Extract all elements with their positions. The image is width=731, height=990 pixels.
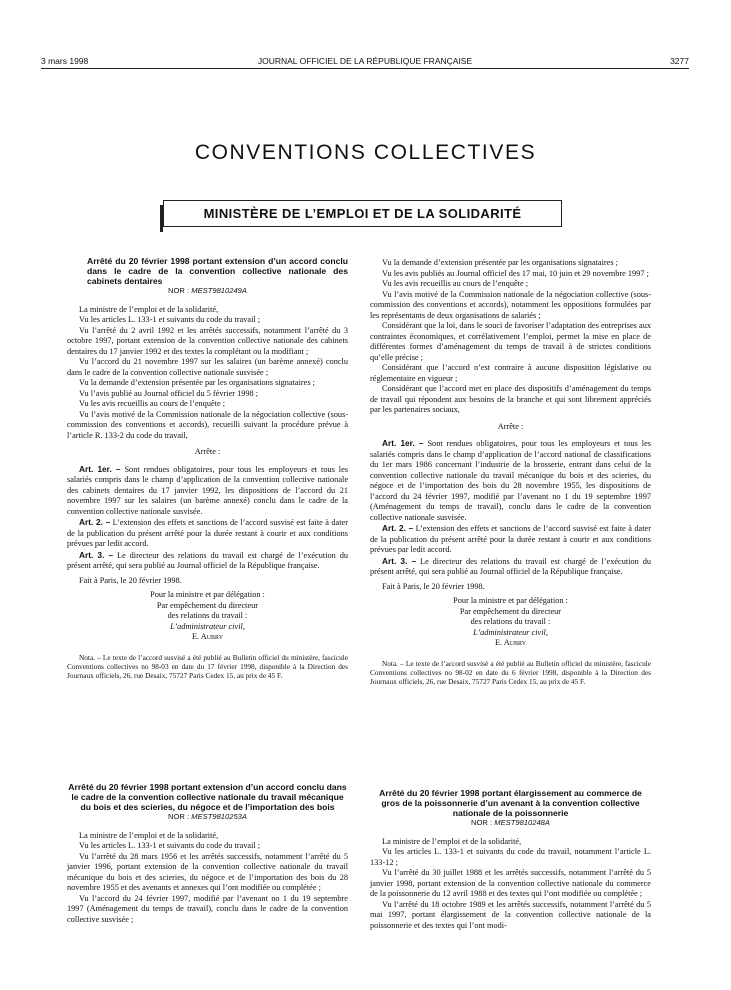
paragraph: Vu la demande d’extension présentée par les organisations signataires ;	[382, 258, 618, 267]
fait-a-paris: Fait à Paris, le 20 février 1998.	[79, 575, 182, 585]
paragraph: Vu l’arrêté du 30 juillet 1988 et les arrêtés successifs, notamment l’arrêté du 5 janvier 1998, portant extension de la convention collective nationale du commerce de la poissonnerie du 12 avril 1988 et des textes qui l’ont modifiée ou complétée ;	[370, 868, 651, 898]
signature-line: Par empêchement du directeur	[156, 600, 259, 610]
article-2: Art. 2. – L’extension des effets et sanctions de l’accord susvisé est faite à dater de la publication du présent arrêté pour la durée restant à courir et aux conditions prévues par ledit accord.	[67, 517, 348, 548]
article-1: Art. 1er. – Sont rendues obligatoires, pour tous les employeurs et tous les salariés compris dans le champ d’application de l’accord national de classifications du 1er mars 1986 concernant l’industrie de la brosserie, entrant dans celui de la convention collective nationale du travail mécanique du bois et des scieries, du négoce et de l’importation des bois du 28 novembre 1955, les dispositions de l’accord du 24 février 1997, modifié par l’avenant no 1 du 19 septembre 1997 (Aménagement du temps de travail), conclu dans le cadre de la convention collective nationale susvisée.	[370, 438, 651, 522]
header-page-number: 3277	[670, 56, 689, 66]
signature-name: E. Aubry	[191, 632, 224, 641]
paragraph: Vu l’accord du 24 février 1997, modifié par l’avenant no 1 du 19 septembre 1997 (Aménagement du temps de travail), conclu dans le cadre de la convention collective susvisée ;	[67, 893, 348, 924]
left-column-bottom	[67, 782, 348, 925]
paragraph: Considérant que la loi, dans le souci de favoriser l’adaptation des entreprises aux contraintes économiques, et corrélativement l’emploi, permet la mise en place de différentes formes d’aménagement du temps de travail à de strictes conditions qu’elle précise ;	[370, 321, 651, 362]
nota: Nota. – Le texte de l’accord susvisé a été publié au Bulletin officiel du ministère, fascicule Conventions collectives no 98-03 en date du 17 février 1998, disponible à la Direction des Journaux officiels, 26, rue Desaix, 75727 Paris Cedex 15, au prix de 45 F.	[67, 652, 348, 680]
fait-a-paris: Fait à Paris, le 20 février 1998.	[382, 581, 485, 591]
header-journal: JOURNAL OFFICIEL DE LA RÉPUBLIQUE FRANÇAISE	[257, 56, 473, 66]
ministry-heading: MINISTÈRE DE L’EMPLOI ET DE LA SOLIDARITÉ	[163, 200, 562, 227]
article-1: Art. 1er. – Sont rendues obligatoires, pour tous les employeurs et tous les salariés compris dans le champ d’application de la convention collective nationale des cabinets dentaires du 17 janvier 1992, les dispositions de l’accord du 21 novembre 1997 sur les salaires (un barème annexé) conclu dans le cadre de la convention collective nationale susvisée.	[67, 463, 348, 516]
paragraph: Considérant que l’accord n’est contraire à aucune disposition législative ou réglementaire en vigueur ;	[370, 363, 651, 383]
paragraph: Vu les articles L. 133-1 et suivants du code du travail ;	[79, 315, 261, 324]
header-date: 3 mars 1998	[41, 56, 89, 66]
signature-name: E. Aubry	[494, 638, 527, 647]
paragraph: La ministre de l’emploi et de la solidarité,	[79, 304, 219, 314]
paragraph: La ministre de l’emploi et de la solidarité,	[382, 836, 522, 846]
signature-line: Par empêchement du directeur	[459, 606, 562, 616]
paragraph: Vu l’avis publié au Journal officiel du 5 février 1998 ;	[79, 388, 259, 398]
left-column	[67, 256, 348, 680]
nor-reference: NOR : MEST9810248A	[471, 818, 550, 827]
signature-line: des relations du travail :	[470, 617, 551, 626]
arrete-label: Arrête :	[497, 421, 524, 431]
signature-title: L’administrateur civil,	[170, 621, 245, 631]
paragraph: Vu la demande d’extension présentée par les organisations signataires ;	[79, 378, 315, 387]
signature-line: des relations du travail :	[167, 611, 248, 620]
arrete-label: Arrête :	[194, 447, 221, 456]
paragraph: Vu l’accord du 21 novembre 1997 sur les salaires (un barème annexé) conclu dans le cadre de la convention collective nationale susvisée ;	[67, 357, 348, 377]
signature-title: L’administrateur civil,	[473, 627, 548, 637]
article-3: Art. 3. – Le directeur des relations du travail est chargé de l’exécution du présent arrêté, qui sera publié au Journal officiel de la République française.	[67, 549, 348, 570]
arrete-title-dentaires: Arrêté du 20 février 1998 portant extension d’un accord conclu dans le cadre de la convention collective nationale des cabinets dentaires	[87, 256, 348, 286]
nor-reference: NOR : MEST9810253A	[168, 812, 247, 821]
paragraph: Vu l’arrêté du 28 mars 1956 et les arrêtés successifs, notamment l’arrêté du 5 janvier 1996, portant extension de la convention collective nationale du travail mécanique du bois et des scieries, du négoce et de l’importation des bois du 28 novembre 1955 et des avenants et annexes qui l’ont modifiée ou complétée ;	[67, 851, 348, 892]
paragraph: Considérant que l’accord met en place des dispositifs d’aménagement du temps de travail qui répondent aux besoins de la branche et qui sont librement appréciés par les partenaires sociaux,	[370, 384, 651, 414]
paragraph: Vu les avis recueillis au cours de l’enquête ;	[79, 399, 226, 408]
paragraph: Vu l’arrêté du 2 avril 1992 et les arrêtés successifs, notamment l’arrêté du 3 octobre 1997, portant extension de la convention collective nationale des cabinets dentaires du 17 janvier 1992 et des textes la complétant ou la modifiant ;	[67, 325, 348, 356]
paragraph: Vu l’avis motivé de la Commission nationale de la négociation collective (sous-commission des conventions et accords), recueilli suivant la procédure prévue à l’article R. 133-2 du code du travail,	[67, 409, 348, 440]
nota: Nota. – Le texte de l’accord susvisé a été publié au Bulletin officiel du ministère, fascicule Conventions collectives no 98-02 en date du 6 février 1998, disponible à la Direction des Journaux officiels, 26, rue Desaix, 75727 Paris Cedex 15, au prix de 45 F.	[370, 658, 651, 686]
paragraph: Vu l’arrêté du 18 octobre 1989 et les arrêtés successifs, notamment l’arrêté du 5 mai 1997, portant élargissement de la convention collective nationale de la poissonnerie et des textes qui l’ont modi-	[370, 899, 651, 930]
right-column	[370, 258, 651, 686]
arrete-title-poissonnerie: Arrêté du 20 février 1998 portant élargissement au commerce de gros de la poissonnerie d’un avenant à la convention collective nationale de la poissonnerie	[379, 788, 642, 818]
paragraph: Vu l’avis motivé de la Commission nationale de la négociation collective (sous-commission des conventions et accords), notamment les oppositions formulées par les représentants de deux organisations de salariés ;	[370, 289, 651, 320]
page-title: CONVENTIONS COLLECTIVES	[194, 141, 537, 164]
paragraph: Vu les avis recueillis au cours de l’enquête ;	[382, 279, 529, 288]
paragraph: Vu les articles L. 133-1 et suivants du code du travail, notamment l’article L. 133-12 ;	[370, 847, 651, 867]
nor-reference: NOR : MEST9810249A	[168, 286, 247, 295]
article-3: Art. 3. – Le directeur des relations du travail est chargé de l’exécution du présent arrêté, qui sera publié au Journal officiel de la République française.	[370, 555, 651, 576]
page-header	[41, 56, 689, 68]
article-2: Art. 2. – L’extension des effets et sanctions de l’accord susvisé est faite à dater de la publication du présent arrêté pour la durée restant à courir et aux conditions prévues par ledit accord.	[370, 523, 651, 554]
paragraph: Vu les avis publiés au Journal officiel des 17 mai, 10 juin et 29 novembre 1997 ;	[382, 268, 649, 278]
right-column-bottom	[370, 788, 651, 931]
signature-line: Pour la ministre et par délégation :	[453, 596, 568, 605]
signature-line: Pour la ministre et par délégation :	[150, 590, 265, 599]
paragraph: La ministre de l’emploi et de la solidarité,	[79, 830, 219, 840]
paragraph: Vu les articles L. 133-1 et suivants du code du travail ;	[79, 841, 261, 850]
arrete-title-bois: Arrêté du 20 février 1998 portant extension d’un accord conclu dans le cadre de la convention collective nationale du travail mécanique du bois et des scieries, du négoce et de l’importation des bois	[68, 782, 347, 812]
header-rule	[41, 68, 689, 69]
